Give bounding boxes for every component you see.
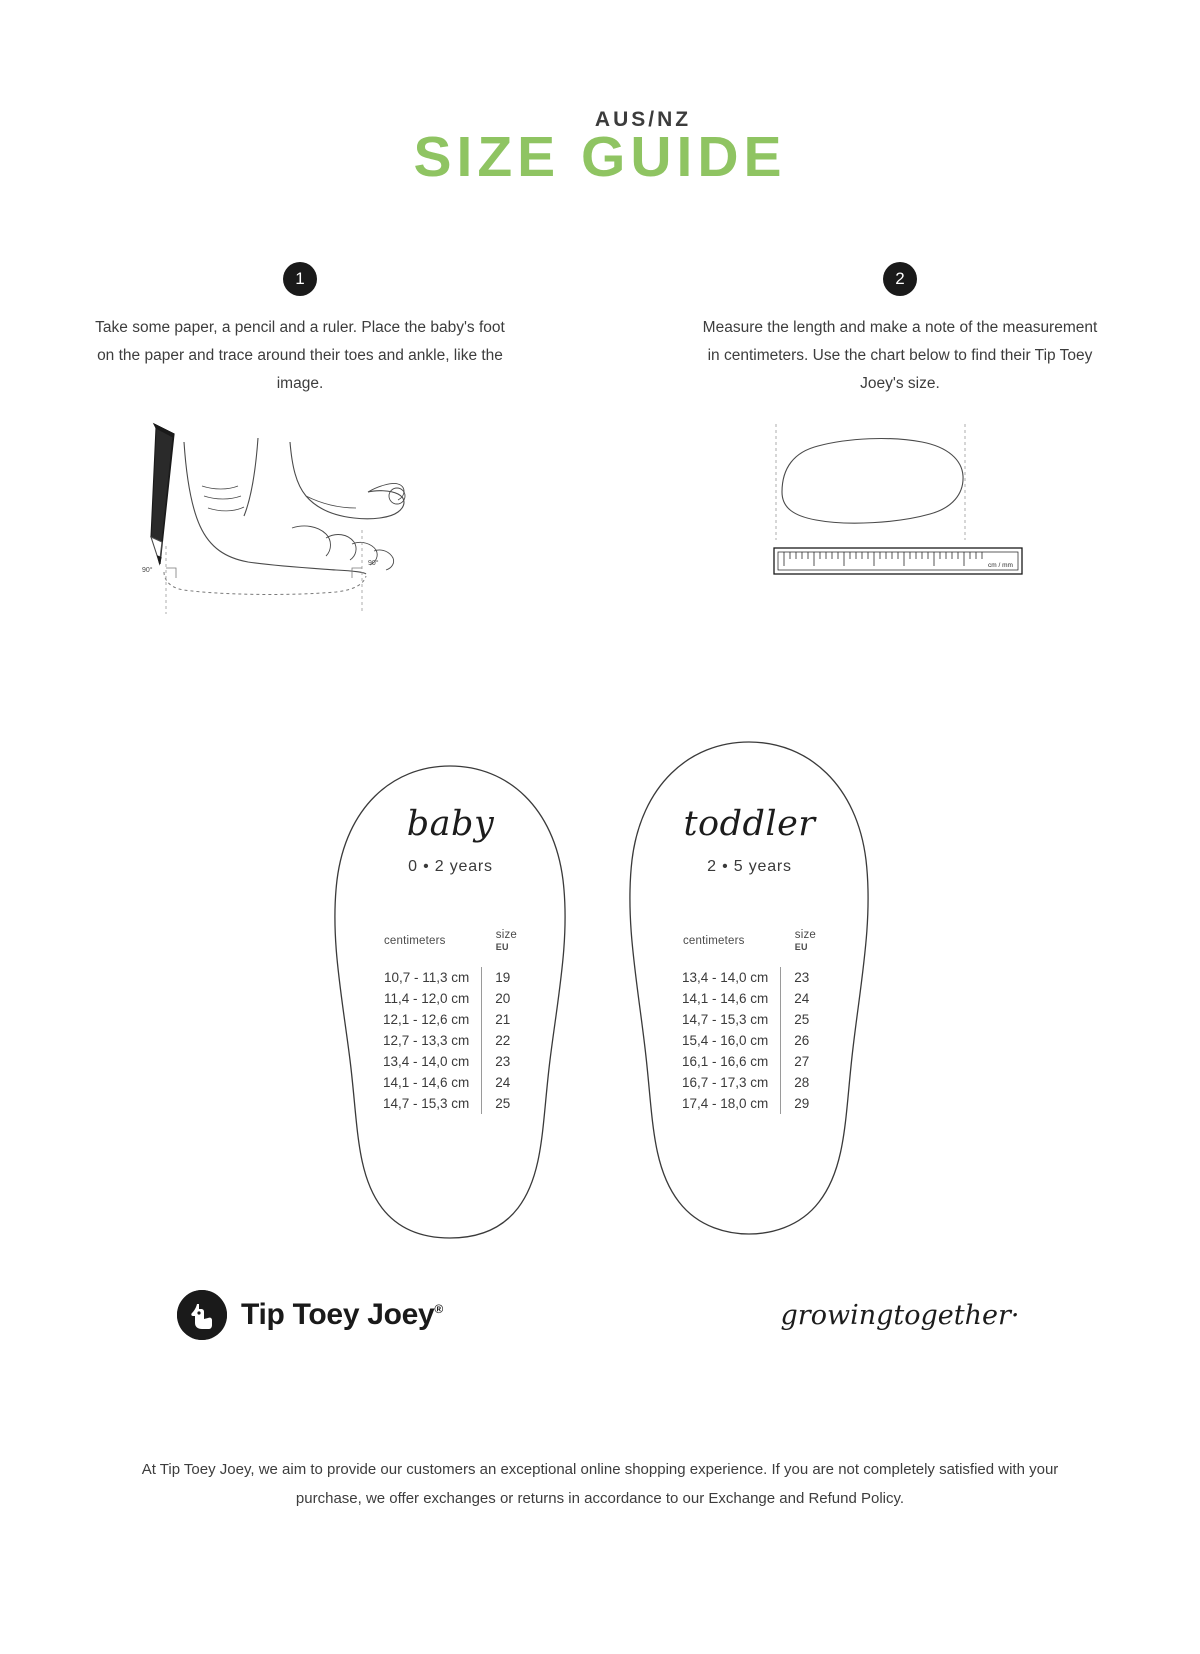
cell-cm: 14,7 - 15,3 cm	[681, 1012, 769, 1027]
brand-row	[0, 1290, 1200, 1340]
legal-text: At Tip Toey Joey, we aim to provide our customers an exceptional online shopping experience. If you are not completely satisfied with your purchase, we offer exchanges or returns in accordance to our Exchange and Refund Policy.	[141, 1461, 1059, 1507]
cell-eu: 27	[781, 1051, 817, 1072]
table-row	[383, 988, 518, 1009]
step-1-text: Take some paper, a pencil and a ruler. Place the baby's foot on the paper and trace around their toes and ankle, like the image.	[95, 319, 505, 392]
cell-cm: 12,7 - 13,3 cm	[382, 1033, 470, 1048]
cell-cm: 12,1 - 12,6 cm	[382, 1012, 470, 1027]
steps-section	[0, 262, 1200, 398]
column-header-size: size EU	[794, 929, 817, 952]
table-row	[682, 1093, 817, 1114]
column-header-centimeters: centimeters	[383, 935, 446, 947]
cell-cm: 16,1 - 16,6 cm	[681, 1054, 769, 1069]
cell-cm: 13,4 - 14,0 cm	[382, 1054, 470, 1069]
brand-name-text: Tip Toey Joey	[241, 1298, 435, 1331]
table-row	[682, 1009, 817, 1030]
table-row	[383, 1009, 518, 1030]
ruler-unit-label: cm / mm	[988, 562, 1013, 569]
brand-tagline: growingtogether·	[780, 1299, 1020, 1331]
size-charts-section	[0, 760, 1200, 1240]
chart-age-baby: 0 • 2 years	[408, 858, 493, 875]
cell-eu: 25	[781, 1009, 817, 1030]
brand-name	[241, 1298, 443, 1332]
brand-logo	[0, 1290, 600, 1340]
angle-label-left: 90°	[142, 567, 153, 574]
cell-cm: 14,7 - 15,3 cm	[382, 1096, 470, 1111]
foot-tracing-illustration	[0, 420, 600, 630]
cell-eu: 22	[482, 1030, 518, 1051]
column-header-size: size EU	[495, 929, 518, 952]
header-supertitle: AUS/NZ	[594, 108, 692, 131]
illustrations-row	[0, 420, 1200, 630]
cell-eu: 23	[781, 967, 817, 988]
pencil-icon	[151, 424, 174, 564]
step-2	[600, 262, 1200, 398]
cell-eu: 24	[482, 1072, 518, 1093]
cell-eu: 23	[482, 1051, 518, 1072]
chart-age-toddler: 2 • 5 years	[707, 858, 792, 875]
table-row	[682, 988, 817, 1009]
cell-eu: 29	[781, 1093, 817, 1114]
step-2-text: Measure the length and make a note of the measurement in centimeters. Use the chart below to find their Tip Toey Joey's size.	[702, 319, 1098, 392]
cell-cm: 15,4 - 16,0 cm	[681, 1033, 769, 1048]
cell-cm: 14,1 - 14,6 cm	[382, 1075, 470, 1090]
table-row	[682, 1051, 817, 1072]
cell-cm: 10,7 - 11,3 cm	[383, 970, 470, 985]
cell-cm: 16,7 - 17,3 cm	[681, 1075, 769, 1090]
table-row	[682, 967, 817, 988]
size-table-baby	[383, 928, 518, 1114]
table-row	[682, 1030, 817, 1051]
page-header	[0, 108, 1200, 190]
chart-title-baby: baby	[406, 804, 495, 844]
column-header-centimeters: centimeters	[682, 935, 745, 947]
table-row	[383, 1072, 518, 1093]
step-1-badge: 1	[283, 262, 317, 296]
step-1	[0, 262, 600, 398]
table-row	[383, 1093, 518, 1114]
cell-eu: 26	[781, 1030, 817, 1051]
cell-cm: 14,1 - 14,6 cm	[681, 991, 769, 1006]
foot-outline-ruler-illustration	[600, 420, 1200, 630]
cell-cm: 17,4 - 18,0 cm	[681, 1096, 769, 1111]
table-row	[682, 1072, 817, 1093]
page-title: SIZE GUIDE	[413, 125, 787, 189]
step-2-badge: 2	[883, 262, 917, 296]
cell-eu: 19	[482, 967, 518, 988]
cell-eu: 28	[781, 1072, 817, 1093]
cell-eu: 21	[482, 1009, 518, 1030]
cell-cm: 13,4 - 14,0 cm	[681, 970, 769, 985]
table-row	[383, 967, 518, 988]
angle-label-right: 90°	[368, 560, 379, 567]
size-table-toddler	[682, 928, 817, 1114]
cell-eu: 20	[482, 988, 518, 1009]
cell-eu: 25	[482, 1093, 518, 1114]
cell-eu: 24	[781, 988, 817, 1009]
size-chart-toddler	[617, 736, 882, 1236]
size-chart-baby	[318, 760, 583, 1240]
table-row	[383, 1051, 518, 1072]
registered-mark: ®	[434, 1302, 443, 1316]
table-row	[383, 1030, 518, 1051]
cell-cm: 11,4 - 12,0 cm	[383, 991, 470, 1006]
chart-title-toddler: toddler	[683, 804, 816, 844]
joey-logo-icon	[177, 1290, 227, 1340]
